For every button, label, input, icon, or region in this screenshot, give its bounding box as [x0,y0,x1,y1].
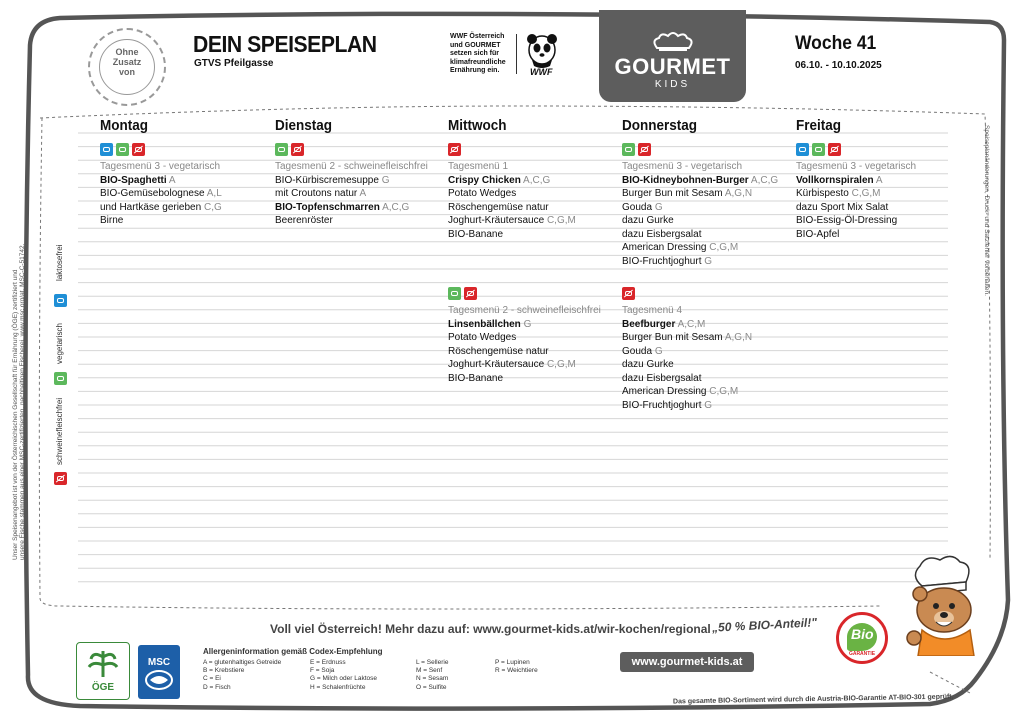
legend-vegetarisch [55,323,64,364]
brand-name: GOURMET [614,54,731,79]
slogan-text: Voll viel Österreich! Mehr dazu auf: [270,622,474,636]
menu-item [448,187,576,201]
disclaimer-text: Speiseplanänderungen, Druck- und Satzfehler vorbehalten. [983,125,990,296]
allergen-codes: C,G,M [709,242,739,253]
dish-name: Beefburger [622,318,676,330]
allergen-codes: A,G,N [724,188,753,199]
dish-name: Potato Wedges [448,332,517,343]
oege-logo [76,642,130,700]
msc-logo [138,645,180,699]
bio-garantie-badge [836,612,888,664]
allergen-entry: M = Senf [416,667,443,675]
laktosefrei-icon [100,143,113,156]
schweinefleischfrei-icon [291,143,304,156]
divider [516,34,517,74]
vegetarisch-icon [812,143,825,156]
menu-item [448,228,576,242]
menu-item [448,372,601,386]
diet-icons [622,143,778,156]
allergen-entry: G = Milch oder Laktose [310,675,378,683]
dish-name: Joghurt-Kräutersauce [448,215,545,226]
legend-vegetarisch-icon [54,372,67,390]
allergen-codes: G [381,174,390,186]
week-number: Woche 41 [795,33,877,54]
allergen-codes: A,L [206,188,222,199]
allergen-codes: A [168,174,176,186]
legend-schweinefleischfrei [55,398,64,465]
menu-title: Tagesmenü 1 [448,161,509,172]
menu-item [622,372,752,386]
menu-title: Tagesmenü 3 - vegetarisch [100,161,221,172]
menu-item [275,201,428,215]
allergen-codes: C,G,M [851,188,881,199]
vegetarisch-icon [448,287,461,300]
stamp-line: Zusatz [112,57,142,67]
dish-name: Burger Bun mit Sesam [622,188,723,199]
dish-name: American Dressing [622,386,707,397]
msc-label: MSC [147,657,171,668]
menu-item [796,214,916,228]
wwf-line: und GOURMET [450,41,501,49]
stamp-line: von [118,67,135,77]
wwf-line: setzen sich für [450,50,500,58]
wwf-line: klimafreundliche [450,58,506,66]
dish-name: Birne [100,215,124,226]
chef-hat-icon [651,32,695,52]
dish-name: Röschengemüse natur [448,201,549,213]
allergen-codes: A,C,G [382,201,410,213]
menu-item [796,174,916,188]
bio-badge-label: Bio [851,626,874,642]
wwf-line: WWF Österreich [450,33,505,40]
certification-line: unsere Fische stammen aus einer MSC-zertifizierten, nachhaltigen Fischerei. www.msc.org/at, MSC-C-51742. [19,243,26,560]
menu-item [448,174,576,188]
allergen-codes: A [359,188,367,199]
disclaimer [983,125,990,296]
stamp-line: Ohne [115,47,139,57]
allergen-entry: N = Sesam [416,675,449,683]
dish-name: Linsenbällchen [448,318,521,330]
week-dates: 06.10. - 10.10.2025 [795,60,882,71]
dish-name: und Hartkäse gerieben [100,201,202,213]
menu-block [100,143,222,228]
allergen-codes: G [704,255,713,267]
dish-name: Potato Wedges [448,188,517,199]
day-heading: Mittwoch [448,117,507,134]
allergen-codes: A,C,G [750,174,779,186]
schweinefleischfrei-icon [448,143,461,156]
allergen-entry: D = Fisch [203,683,231,691]
dish-name: BIO-Essig-Öl-Dressing [796,215,898,226]
allergen-codes: A,C,G [523,174,551,186]
menu-block [448,287,601,385]
diet-icons [622,287,752,300]
dish-name: mit Croutons natur [275,188,358,199]
bio-guarantee-note: Das gesamte BIO-Sortiment wird durch die Austria-BIO-Garantie AT-BIO-301 geprüft. [672,693,954,706]
menu-item [622,399,752,413]
vegetarisch-icon [622,143,635,156]
dish-name: BIO-Spaghetti [100,174,167,186]
ohne-zusatz-stamp [88,28,166,106]
menu-item [275,187,428,201]
vegetarisch-icon [275,143,288,156]
allergen-codes: C,G [203,201,222,213]
allergen-entry: F = Soja [310,667,335,675]
diet-icons [275,143,428,156]
menu-item [448,201,576,215]
menu-item [622,318,752,332]
dish-name: Vollkornspiralen [796,174,874,186]
menu-item [100,201,222,215]
dish-name: BIO-Fruchtjoghurt [622,399,702,411]
bio-badge-sub: GARANTIE [848,651,876,657]
menu-item [100,187,222,201]
day-heading: Freitag [796,117,842,134]
dish-name: Gouda [622,201,653,213]
dish-name: BIO-Kidneybohnen-Burger [622,174,749,186]
schweinefleischfrei-icon [622,287,635,300]
allergen-entry: A = glutenhaltiges Getreide [203,659,282,666]
dish-name: BIO-Kürbiscremesuppe [275,174,379,186]
dish-name: BIO-Apfel [796,228,840,240]
menu-item [622,214,778,228]
menu-item [622,345,752,359]
dish-name: BIO-Banane [448,228,504,240]
dish-name: Gouda [622,345,653,357]
allergen-entry: C = Ei [203,675,221,683]
page-title: DEIN SPEISEPLAN [193,31,377,57]
dish-name: dazu Eisbergsalat [622,228,702,240]
legend-laktosefrei-icon [54,294,67,312]
dish-name: dazu Gurke [622,215,674,226]
day-heading: Donnerstag [622,117,698,134]
allergen-column [203,659,281,692]
allergen-entry: B = Krebstiere [203,667,245,675]
allergen-entry: L = Sellerie [416,659,449,666]
allergen-codes: G [704,399,713,411]
dish-name: BIO-Gemüsebolognese [100,188,205,199]
menu-item [622,174,778,188]
schweinefleischfrei-icon [464,287,477,300]
wwf-line: Ernährung ein. [450,67,500,75]
allergen-codes: C,G,M [546,359,576,370]
menu-item [622,358,752,372]
menu-item [622,201,778,215]
wwf-panda-logo [524,32,560,78]
wwf-wordmark: WWF [530,67,553,77]
menu-item [100,214,222,228]
menu-item [448,214,576,228]
diet-icons [448,287,601,300]
allergen-codes: C,G,M [546,215,576,226]
allergen-column [416,659,448,692]
allergen-entry: P = Lupinen [495,659,530,666]
menu-item [448,318,601,332]
menu-block [622,287,752,412]
schweinefleischfrei-icon [828,143,841,156]
legend-label: laktosefrei [55,244,64,281]
menu-block [622,143,778,268]
allergen-entry: O = Sulfite [416,683,447,691]
menu-item [622,255,778,269]
dish-name: dazu Eisbergsalat [622,372,702,384]
legend-schweinefleischfrei-icon [54,472,67,490]
dish-name: BIO-Topfenschmarren [275,201,380,213]
allergen-column [495,659,538,675]
menu-block [275,143,428,228]
menu-item [622,187,778,201]
dish-name: dazu Sport Mix Salat [796,201,889,213]
menu-item [448,331,601,345]
allergen-entry: R = Weichtiere [495,667,538,675]
dish-name: American Dressing [622,242,707,253]
chef-bear-mascot [900,552,988,656]
dish-name: Burger Bun mit Sesam [622,332,723,343]
oege-label: ÖGE [91,682,115,693]
certification-line: Unser Speisenangebot ist von der Österreichischen Gesellschaft für Ernährung (ÖGE) zertifiziert und [12,269,19,560]
menu-title: Tagesmenü 3 - vegetarisch [796,161,917,172]
allergen-codes: A,G,N [724,332,753,343]
diet-icons [448,143,576,156]
dish-name: dazu Gurke [622,359,674,370]
allergen-codes: G [654,201,663,213]
diet-icons [796,143,916,156]
dish-name: BIO-Fruchtjoghurt [622,255,702,267]
regional-link[interactable]: www.gourmet-kids.at/wir-kochen/regional [473,622,711,636]
menu-item [448,358,601,372]
dish-name: Beerenröster [275,215,333,226]
gourmet-kids-logo [599,10,746,102]
brand-sub: KIDS [654,79,691,90]
menu-block [796,143,916,241]
allergen-entry: H = Schalenfrüchte [310,683,366,691]
dish-name: BIO-Banane [448,372,504,384]
day-heading: Dienstag [275,117,333,134]
menu-title: Tagesmenü 2 - schweinefleischfrei [448,305,601,316]
dish-name: Crispy Chicken [448,174,521,186]
laktosefrei-icon [796,143,809,156]
dish-name: Kürbispesto [796,188,849,199]
menu-title: Tagesmenü 2 - schweinefleischfrei [275,161,428,172]
vegetarisch-icon [116,143,129,156]
diet-icons [100,143,222,156]
website-link[interactable]: www.gourmet-kids.at [620,652,754,672]
allergen-title: Allergeninformation gemäß Codex-Empfehlung [203,647,383,656]
allergen-codes: A,C,M [677,318,706,330]
dish-name: Joghurt-Kräutersauce [448,359,545,370]
dish-name: Röschengemüse natur [448,345,549,357]
menu-item [796,187,916,201]
menu-item [622,385,752,399]
allergen-codes: A [875,174,883,186]
allergen-codes: G [523,318,532,330]
menu-item [275,174,428,188]
allergen-codes: G [654,345,663,357]
menu-item [100,174,222,188]
menu-item [622,228,778,242]
menu-item [796,201,916,215]
legend-label: schweinefleischfrei [55,397,64,465]
day-heading: Montag [100,117,148,134]
menu-item [448,345,601,359]
menu-item [622,331,752,345]
menu-title: Tagesmenü 3 - vegetarisch [622,161,743,172]
menu-item [275,214,428,228]
allergen-column [310,659,377,692]
schweinefleischfrei-icon [132,143,145,156]
certification-note [12,244,26,560]
menu-block [448,143,576,241]
menu-item [796,228,916,242]
legend-label: vegetarisch [55,323,64,364]
menu-title: Tagesmenü 4 [622,305,683,316]
school-name: GTVS Pfeilgasse [194,58,274,69]
wwf-statement [450,33,506,76]
legend-laktosefrei [55,245,64,281]
schweinefleischfrei-icon [638,143,651,156]
regional-slogan [270,622,711,636]
allergen-entry: E = Erdnuss [310,659,346,666]
allergen-codes: C,G,M [709,386,739,397]
bio-share-note: „50 % BIO-Anteil!" [711,615,818,635]
menu-item [622,241,778,255]
